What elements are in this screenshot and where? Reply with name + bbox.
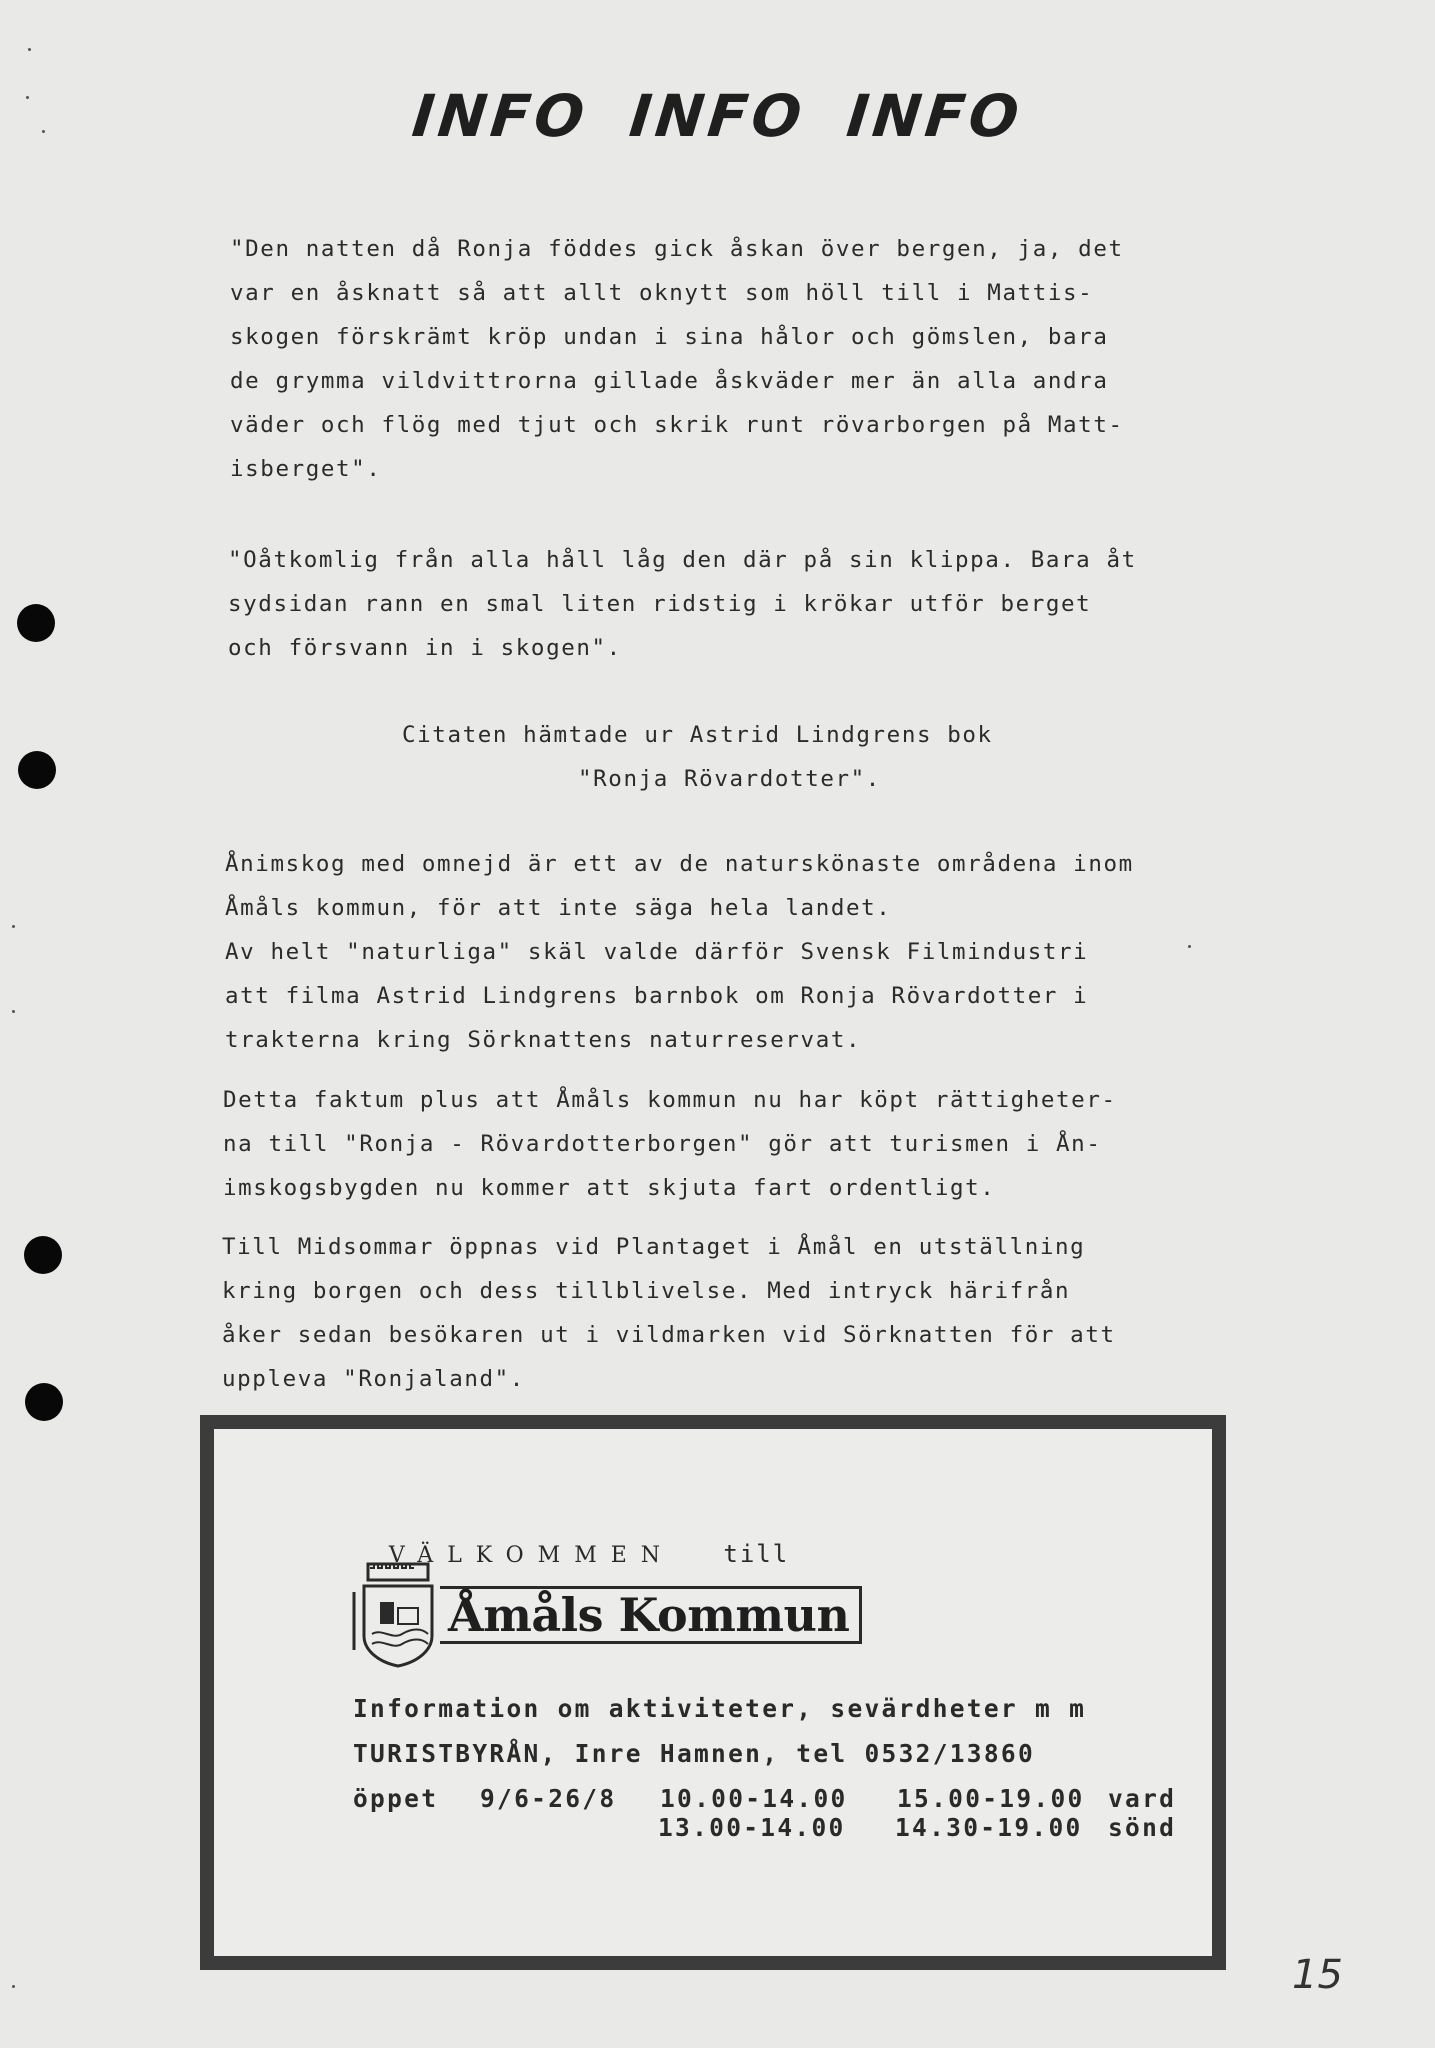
- text-line: trakterna kring Sörknattens naturreservat.: [225, 1027, 862, 1053]
- weekday-label: vard: [1108, 1784, 1177, 1813]
- text-line: isberget".: [230, 456, 382, 482]
- citation-line: "Ronja Rövardotter".: [578, 766, 881, 792]
- text-line: sydsidan rann en smal liten ridstig i krökar utför berget: [228, 591, 1092, 617]
- municipality-name: Åmåls Kommun: [440, 1586, 862, 1644]
- text-line: Åmåls kommun, för att inte säga hela landet.: [225, 895, 892, 921]
- page-title: INFO INFO INFO: [409, 82, 1026, 150]
- text-line: de grymma vildvittrorna gillade åskväder mer än alla andra: [230, 368, 1109, 394]
- municipality-logo: [350, 1562, 880, 1668]
- text-line: Till Midsommar öppnas vid Plantaget i Åmål en utställning: [222, 1234, 1086, 1260]
- paper-speck: [12, 1985, 15, 1988]
- text-line: "Den natten då Ronja föddes gick åskan över bergen, ja, det: [230, 236, 1124, 262]
- punch-hole: [17, 604, 55, 642]
- sunday-evening-hours: 14.30-19.00: [895, 1813, 1083, 1842]
- welcome-word: VÄLKOMMEN: [388, 1543, 675, 1568]
- punch-hole: [24, 1236, 62, 1274]
- welcome-heading: [356, 1512, 789, 1568]
- paper-speck: [12, 1010, 15, 1013]
- sunday-morning-hours: 13.00-14.00: [658, 1813, 846, 1842]
- text-line: Av helt "naturliga" skäl valde därför Svensk Filmindustri: [225, 939, 1089, 965]
- welcome-to-word: till: [723, 1540, 790, 1568]
- text-line: åker sedan besökaren ut i vildmarken vid Sörknatten för att: [222, 1322, 1116, 1348]
- text-line: skogen förskrämt kröp undan i sina hålor och gömslen, bara: [230, 324, 1109, 350]
- coat-of-arms-icon: [350, 1562, 446, 1668]
- text-line: och försvann in i skogen".: [228, 635, 622, 661]
- text-line: uppleva "Ronjaland".: [222, 1366, 525, 1392]
- welcome-box: [200, 1415, 1226, 1970]
- weekday-evening-hours: 15.00-19.00: [897, 1784, 1085, 1813]
- text-line: na till "Ronja - Rövardotterborgen" gör att turismen i Ån-: [223, 1131, 1102, 1157]
- punch-hole: [25, 1383, 63, 1421]
- text-line: var en åsknatt så att allt oknytt som höll till i Mattis-: [230, 280, 1094, 306]
- sunday-label: sönd: [1108, 1813, 1177, 1842]
- page-number: 15: [1292, 1952, 1343, 1998]
- weekday-morning-hours: 10.00-14.00: [660, 1784, 848, 1813]
- text-line: imskogsbygden nu kommer att skjuta fart ordentligt.: [223, 1175, 996, 1201]
- punch-hole: [18, 751, 56, 789]
- info-line: Information om aktiviteter, sevärdheter m m: [353, 1694, 1087, 1723]
- paper-speck: [12, 925, 15, 928]
- text-line: att filma Astrid Lindgrens barnbok om Ronja Rövardotter i: [225, 983, 1089, 1009]
- tourist-office-line: TURISTBYRÅN, Inre Hamnen, tel 0532/13860: [353, 1739, 1036, 1768]
- citation-line: Citaten hämtade ur Astrid Lindgrens bok: [402, 722, 993, 748]
- text-line: väder och flög med tjut och skrik runt rövarborgen på Matt-: [230, 412, 1124, 438]
- hours-dates: 9/6-26/8: [480, 1784, 617, 1813]
- text-line: Detta faktum plus att Åmåls kommun nu har köpt rättigheter-: [223, 1087, 1117, 1113]
- hours-label: öppet: [353, 1784, 439, 1813]
- text-line: "Oåtkomlig från alla håll låg den där på sin klippa. Bara åt: [228, 547, 1137, 573]
- text-line: kring borgen och dess tillblivelse. Med intryck härifrån: [222, 1278, 1071, 1304]
- text-line: Ånimskog med omnejd är ett av de naturskönaste områdena inom: [225, 851, 1134, 877]
- paper-speck: [28, 48, 31, 51]
- paper-speck: [1188, 945, 1191, 948]
